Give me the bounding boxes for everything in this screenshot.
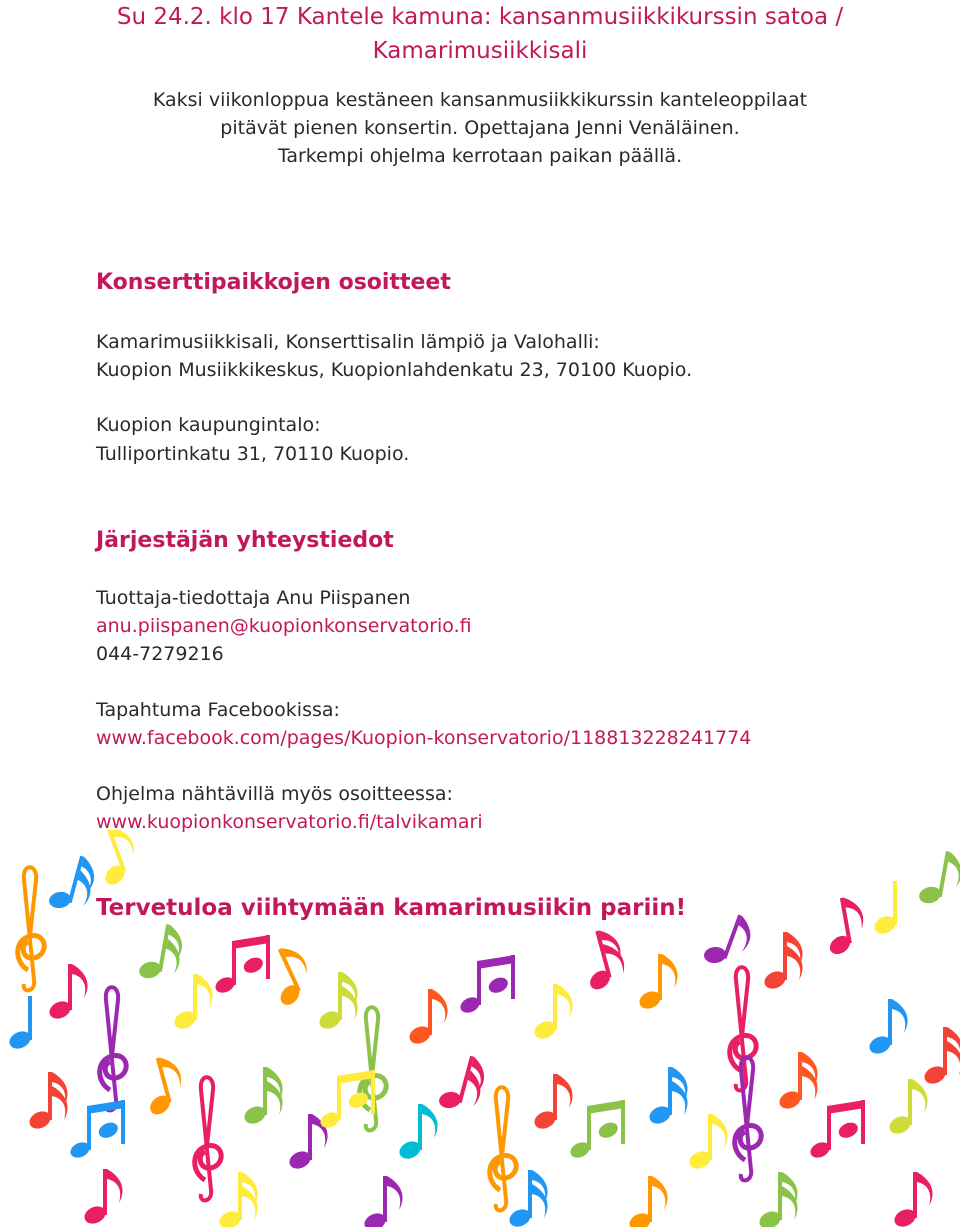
- venues-heading: Konserttipaikkojen osoitteet: [96, 270, 451, 295]
- venue1-name: Kamarimusiikkisali, Konserttisalin lämpiö ja Valohalli:: [96, 331, 600, 353]
- venue2-address: Tulliportinkatu 31, 70110 Kuopio.: [96, 443, 410, 465]
- contact-email-link[interactable]: anu.piispanen@kuopionkonservatorio.fi: [96, 615, 472, 637]
- event-desc-line3: Tarkempi ohjelma kerrotaan paikan päällä.: [277, 145, 683, 167]
- music-notes-illustration: [0, 830, 960, 1227]
- event-title-line2: Kamarimusiikkisali: [372, 38, 588, 64]
- venue1-address: Kuopion Musiikkikeskus, Kuopionlahdenkatu 23, 70100 Kuopio.: [96, 359, 693, 381]
- venue2-name: Kuopion kaupungintalo:: [96, 414, 321, 436]
- facebook-link[interactable]: www.facebook.com/pages/Kuopion-konservatorio/118813228241774: [96, 727, 752, 749]
- event-description: [100, 86, 860, 170]
- contact-phone: 044-7279216: [96, 643, 224, 665]
- contact-person: Tuottaja-tiedottaja Anu Piispanen: [96, 587, 411, 609]
- facebook-label: Tapahtuma Facebookissa:: [96, 699, 340, 721]
- contact-heading: Järjestäjän yhteystiedot: [96, 528, 394, 553]
- welcome-message: Tervetuloa viihtymään kamarimusiikin pariin!: [96, 895, 687, 921]
- event-desc-line2: pitävät pienen konsertin. Opettajana Jenni Venäläinen.: [220, 117, 740, 139]
- program-label: Ohjelma nähtävillä myös osoitteessa:: [96, 783, 453, 805]
- note-layer-front: [27, 999, 960, 1227]
- event-title-line1: Su 24.2. klo 17 Kantele kamuna: kansanmusiikkikurssin satoa /: [116, 4, 844, 30]
- program-link[interactable]: www.kuopionkonservatorio.fi/talvikamari: [96, 811, 483, 833]
- event-desc-line1: Kaksi viikonloppua kestäneen kansanmusiikkikurssin kanteleoppilaat: [152, 89, 808, 111]
- event-title: [80, 0, 880, 68]
